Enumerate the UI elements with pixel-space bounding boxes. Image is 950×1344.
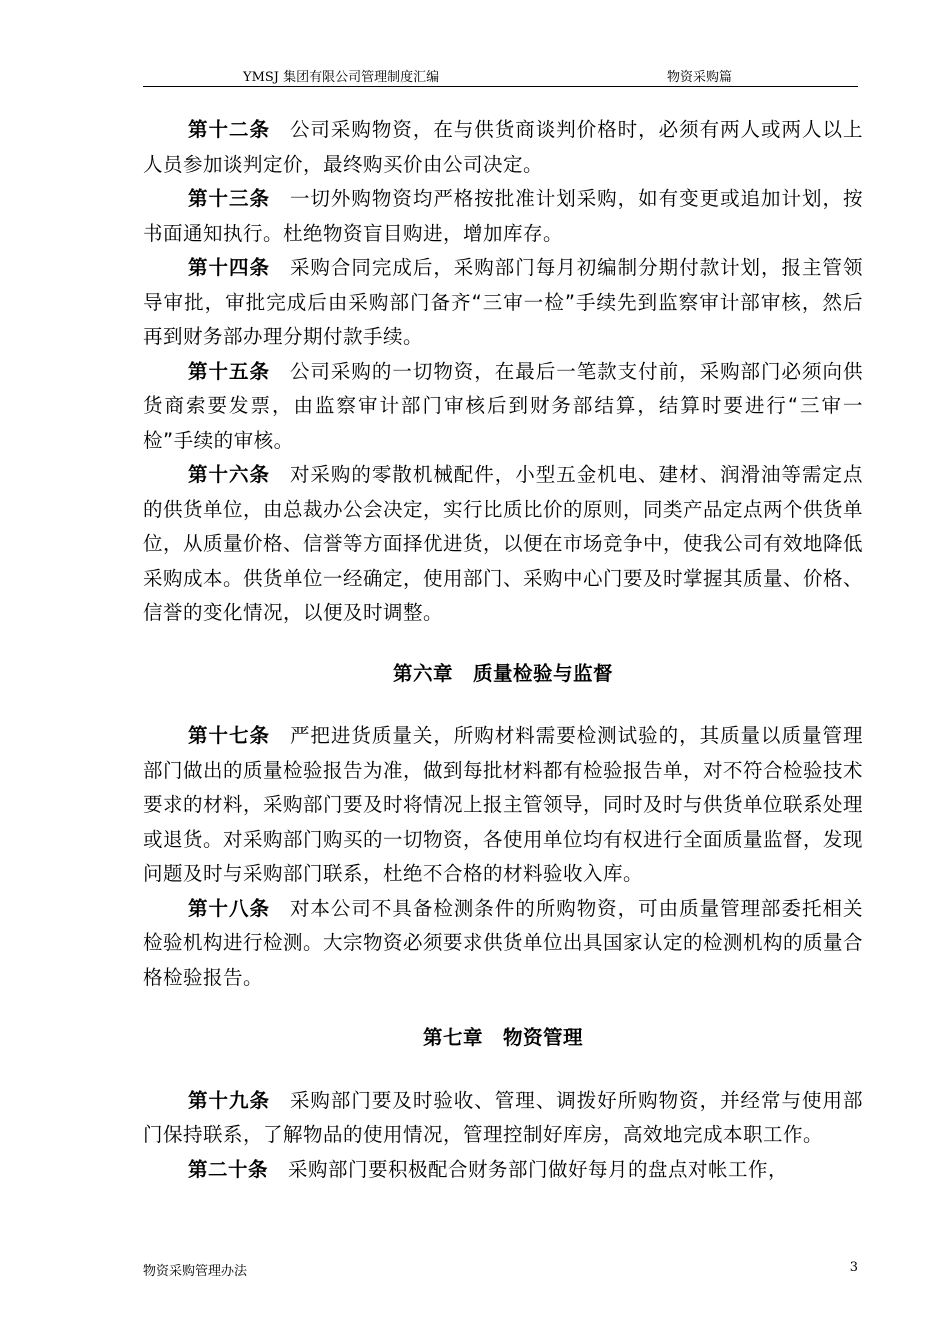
article-text: 公司采购的一切物资，在最后一笔款支付前，采购部门必须向供货商索要发票，由监察审计部门审核后到财务部结算，结算时要进行“三审一检”手续的审核。 (143, 359, 863, 452)
document-body (143, 113, 863, 1187)
header-title: YMSJ 集团有限公司管理制度汇编 (243, 70, 440, 85)
footer-doc-name: 物资采购管理办法 (143, 1264, 248, 1279)
page-number: 3 (849, 1260, 858, 1275)
article-label: 第十六条 (188, 463, 270, 486)
article-text: 对采购的零散机械配件，小型五金机电、建材、润滑油等需定点的供货单位，由总裁办公会决定，实行比质比价的原则，同类产品定点两个供货单位，从质量价格、信誉等方面择优进货，以便在市场竞争中，使我公司有效地降低采购成本。供货单位一经确定，使用部门、采购中心门要及时掌握其质量、价格、信誉的变化情况，以便及时调整。 (143, 463, 864, 624)
article-text: 采购合同完成后，采购部门每月初编制分期付款计划，报主管领导审批，审批完成后由采购部门备齐“三审一检”手续先到监察审计部审核，然后再到财务部办理分期付款手续。 (143, 256, 863, 348)
article-label: 第十三条 (188, 187, 270, 210)
chapter-7-heading: 第七章 物资管理 (422, 1026, 583, 1049)
article-label: 第十四条 (188, 256, 270, 279)
chapter-6-heading: 第六章 质量检验与监督 (392, 661, 613, 685)
article-13 (143, 182, 863, 251)
article-text: 一切外购物资均严格按批准计划采购，如有变更或追加计划，按书面通知执行。杜绝物资盲目购进，增加库存。 (143, 187, 863, 245)
article-text: 严把进货质量关，所购材料需要检测试验的，其质量以质量管理部门做出的质量检验报告为准，做到每批材料都有检验报告单，对不符合检验技术要求的材料，采购部门要及时将情况上报主管领导，同时及时与供货单位联系处理或退货。对采购部门购买的一切物资，各使用单位均有权进行全面质量监督，发现问题及时与采购部门联系，杜绝不合格的材料验收入库。 (143, 724, 864, 885)
article-15 (143, 355, 863, 459)
article-text: 对本公司不具备检测条件的所购物资，可由质量管理部委托相关检验机构进行检测。大宗物资必须要求供货单位出具国家认定的检测机构的质量合格检验报告。 (143, 896, 864, 989)
page-header (143, 62, 858, 87)
article-18 (143, 892, 863, 996)
article-text: 公司采购物资，在与供货商谈判价格时，必须有两人或两人以上人员参加谈判定价，最终购买价由公司决定。 (143, 118, 863, 176)
article-label: 第十二条 (188, 118, 270, 141)
article-12 (143, 113, 863, 182)
article-text: 采购部门要积极配合财务部门做好每月的盘点对帐工作， (288, 1157, 789, 1181)
article-20 (143, 1153, 863, 1188)
article-label: 第十八条 (188, 896, 270, 920)
article-label: 第十五条 (188, 359, 270, 383)
article-19 (143, 1084, 863, 1153)
article-label: 第十七条 (188, 724, 270, 747)
article-text: 采购部门要及时验收、管理、调拨好所购物资，并经常与使用部门保持联系，了解物品的使用情况，管理控制好库房，高效地完成本职工作。 (143, 1088, 863, 1146)
article-label: 第十九条 (188, 1088, 270, 1112)
article-16 (143, 458, 863, 631)
article-14 (143, 251, 863, 355)
article-label: 第二十条 (188, 1157, 269, 1181)
article-17 (143, 719, 863, 892)
header-section: 物资采购篇 (667, 70, 733, 85)
